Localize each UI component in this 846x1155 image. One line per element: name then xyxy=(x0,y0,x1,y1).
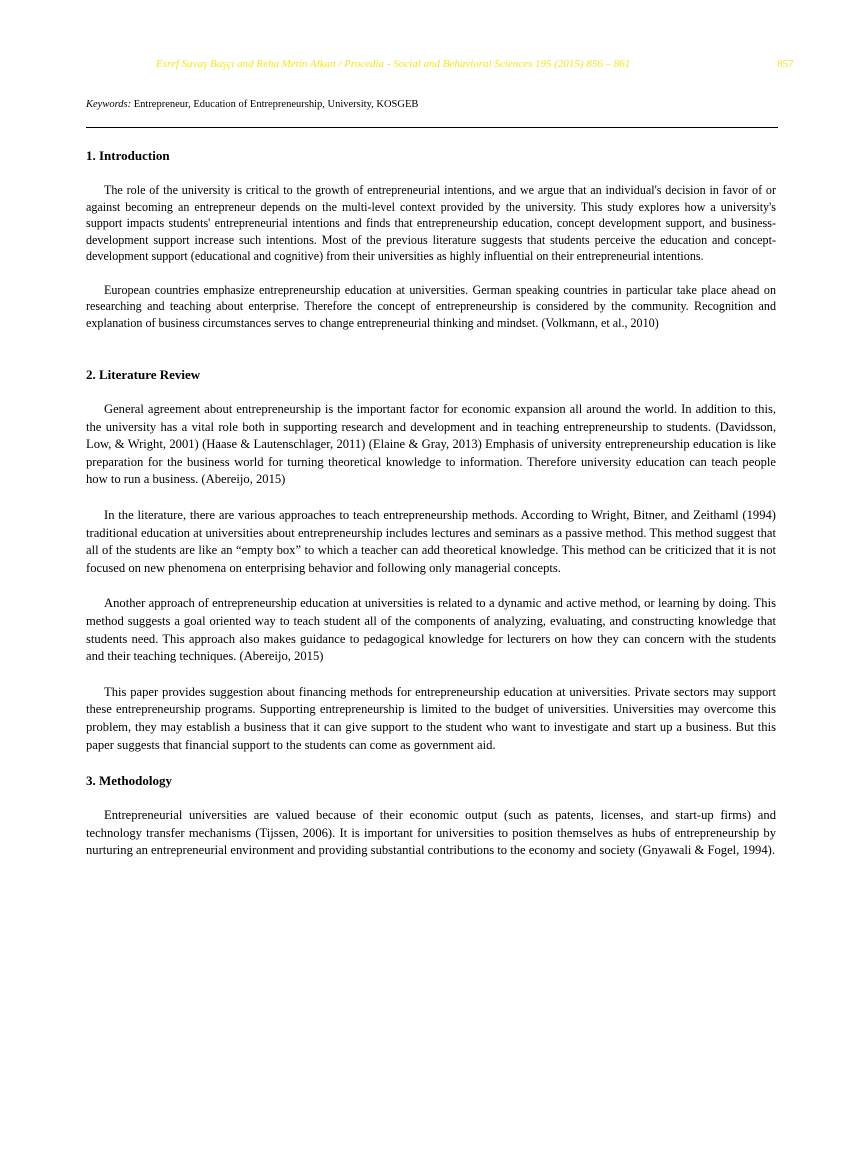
lit-paragraph-4: This paper provides suggestion about financing methods for entrepreneurship education at universities. Private sectors may support these entrepreneurship programs. Supporting entrepreneurship is limited to the budget of universities. Universities may overcome this problem, they may establish a business that it can give support to the student who want to investigate and start up a business. But this paper suggests that financial support to the students can come as government aid. xyxy=(86,684,776,752)
keywords-text: Entrepreneur, Education of Entrepreneurship, University, KOSGEB xyxy=(133,99,419,110)
keywords-line xyxy=(86,99,418,110)
method-paragraph-1: Entrepreneurial universities are valued because of their economic output (such as patents, licenses, and start-up firms) and technology transfer mechanisms (Tijssen, 2006). It is important for universities to position themselves as hubs of entrepreneurship by nurturing an entrepreneurial environment and providing substantial contributions to the economy and society (Gnyawali & Fogel, 1994). xyxy=(86,808,776,858)
keywords-divider xyxy=(86,127,778,128)
section-heading-literature-review: 2. Literature Review xyxy=(86,367,201,382)
lit-paragraph-3: Another approach of entrepreneurship education at universities is related to a dynamic and active method, or learning by doing. This method suggests a goal oriented way to teach student all of the components of analyzing, evaluating, and constructing knowledge that students need. This approach also makes guidance to pedagogical knowledge for lecturers on how they can concern with the students and their teaching techniques. (Abereijo, 2015) xyxy=(86,596,776,664)
lit-paragraph-1: General agreement about entrepreneurship is the important factor for economic expansion all around the world. In addition to this, the university has a vital role both in supporting research and development and in teaching entrepreneurship to students. (Davidsson, Low, & Wright, 2001) (Haase & Lautenschlager, 2011) (Elaine & Gray, 2013) Emphasis of university entrepreneurship education is like preparation for the business world for turning theoretical knowledge to information. Therefore university education can teach people how to run a business. (Abereijo, 2015) xyxy=(86,402,776,487)
section-heading-methodology: 3. Methodology xyxy=(86,773,172,789)
intro-paragraph-1: The role of the university is critical to the growth of entrepreneurial intentions, and we argue that an individual's decision in favor of or against becoming an entrepreneur depends on the multi-level context provided by the university. This study explores how a university's support impacts students' entrepreneurial intentions and finds that entrepreneurship education, concept development support, and business-development support increase such intentions. Most of the previous literature suggests that students perceive the education and concept-development support (educational and cognitive) from their universities as highly influential on their entrepreneurial intentions. xyxy=(86,183,776,263)
intro-paragraph-2: European countries emphasize entrepreneurship education at universities. German speaking countries in particular take place ahead on researching and teaching about enterprise. Therefore the concept of entrepreneurship is considered by the community. Recognition and explanation of business circumstances serves to change entrepreneurial thinking and mindset. (Volkmann, et al., 2010) xyxy=(86,282,776,330)
lit-paragraph-2: In the literature, there are various approaches to teach entrepreneurship methods. According to Wright, Bitner, and Zeithaml (1994) traditional education at universities about entrepreneurship includes lectures and seminars as a passive method. This method suggest that all of the students are like an “empty box” to which a teacher can add theoretical knowledge. This method can be criticized that it is not focused on new phenomena on enterprising behavior and following only managerial concepts. xyxy=(86,507,776,575)
header-citation: Esref Savaş Başçı and Reha Metin Alkan / Procedia - Social and Behavioral Sciences 195 (2015) 856 – 861 xyxy=(156,58,631,70)
header-page-number: 857 xyxy=(777,58,794,70)
section-heading-introduction: 1. Introduction xyxy=(86,148,170,163)
keywords-label: Keywords: xyxy=(86,99,132,110)
running-header xyxy=(0,58,846,74)
article-body xyxy=(86,147,776,860)
